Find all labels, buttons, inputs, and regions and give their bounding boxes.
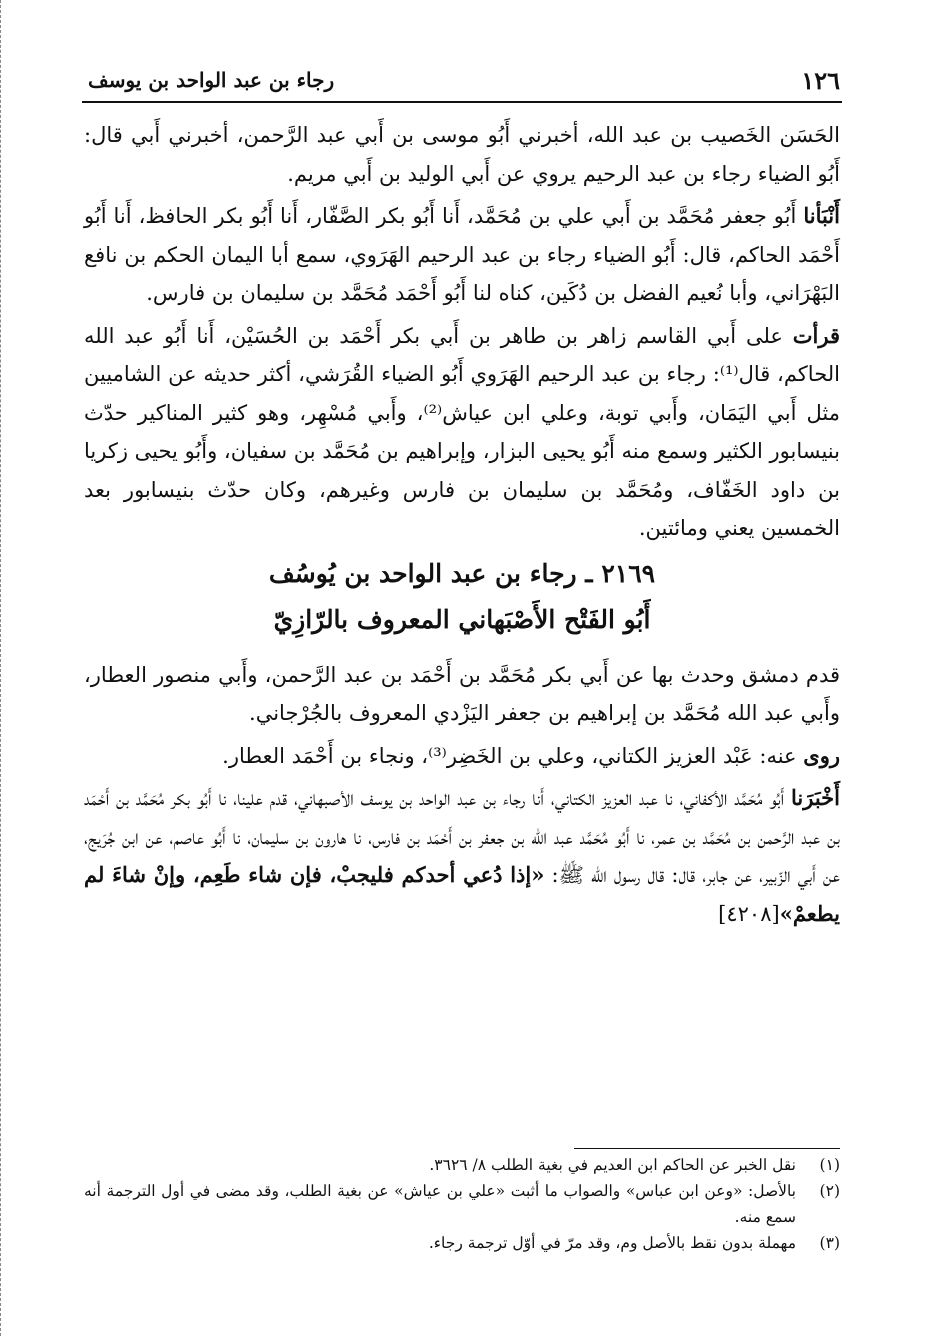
paragraph-2 [84, 193, 840, 313]
paragraph-5-lead: روى [803, 742, 840, 768]
paragraph-3 [84, 313, 840, 548]
paragraph-6-lead: أَخْبَرَنا [791, 785, 840, 810]
footnote-2 [84, 1178, 840, 1230]
paragraph-2-text: أَبُو جعفر مُحَمَّد بن أَبي علي بن مُحَمَّد، أَنا أَبُو بكر الصَّفّار، أَنا أَبُو بكر الحافظ، أَنا أَبُو أَحْمَد الحاكم، قال: أَبُو الضياء رجاء بن عبد الرحيم الهَرَوي، سمع أبا اليمان الحكم بن نافع البَهْرَاني، وأبا نُعيم الفضل بن دُكَين، كناه لنا أَبُو أَحْمَد مُحَمَّد بن سليمان بن فارس. [84, 204, 840, 305]
paragraph-5 [84, 733, 840, 776]
paragraph-5-text: عنه: عَبْد العزيز الكتاني، وعلي بن الخَضِر⁽³⁾، ونجاء بن أَحْمَد العطار. [222, 743, 804, 768]
paragraph-6-text: أَبُو مُحَمَّد الأكفاني، نا عبد العزيز الكتاني، أَنا رجاء بن عبد الواحد بن يوسف الأصبهاني، قدم علينا، نا أَبُو بكر مُحَمَّد بن أَحْمَد بن عبد الرَّحمن بن مُحَمَّد بن عمر، نا أَبُو مُحَمَّد عبد الله بن جعفر بن أَحْمَد بن فارس، نا هارون بن سليمان، نا أَبُو عاصم، عن ابن جُرَيج، عن أَبي الزّبير، عن جابر، قال: قال رسول الله ﷺ: [84, 786, 840, 887]
paragraph-2-lead: أَنْبَأنا [803, 203, 840, 228]
footnote-separator [574, 1148, 840, 1149]
page-scan-edge [0, 0, 7, 1336]
paragraph-3-text: على أَبي القاسم زاهر بن طاهر بن أَبي بكر أَحْمَد بن الحُسَيْن، أَنا أَبُو عبد الله الحاكم، قال⁽¹⁾: رجاء بن عبد الرحيم الهَرَوي أَبُو الضياء القُرَشي، أكثر حديثه عن الشاميين مثل أَبي اليَمَان، وأَبي توبة، وعلي ابن عياش⁽²⁾، وأَبي مُسْهِر، وهو كثير المناكير حدّث بنيسابور الكثير وسمع منه أَبُو يحيى البزار، وإبراهيم بن مُحَمَّد بن سفيان، وأَبُو يحيى زكريا بن داود الخَفّاف، ومُحَمَّد بن سليمان بن فارس وغيرهم، وكان حدّث بنيسابور بعد الخمسين يعني ومائتين. [84, 323, 840, 540]
footnote-number: (١) [819, 1156, 840, 1174]
footnotes [84, 1152, 840, 1256]
hadith-reference: [٤٢٠٨] [718, 901, 780, 926]
footnote-number: (٣) [819, 1234, 840, 1252]
entry-subheading: أَبُو الفَتْح الأَصْبَهاني المعروف بالرّازِيّ [273, 604, 651, 634]
paragraph-4: قدم دمشق وحدث بها عن أَبي بكر مُحَمَّد بن أَحْمَد بن عبد الرَّحمن، وأَبي منصور العطار، وأَبي عبد الله مُحَمَّد بن إبراهيم بن جعفر اليَزْدي المعروف بالجُرْجاني. [84, 662, 840, 725]
running-title: رجاء بن عبد الواحد بن يوسف [88, 68, 335, 92]
footnote-1 [84, 1152, 840, 1178]
entry-heading: ٢١٦٩ ـ رجاء بن عبد الواحد بن يُوسُف [268, 558, 656, 588]
page-header [88, 60, 840, 100]
footnote-text: بالأصل: «وعن ابن عباس» والصواب ما أثبت «علي بن عياش» عن بغية الطلب، وقد مضى في أول الترجمة أنه سمع منه. [84, 1182, 796, 1226]
paragraph-6 [84, 775, 840, 933]
paragraph-1: الحَسَن الخَصيب بن عبد الله، أخبرني أَبُو موسى بن أَبي عبد الرَّحمن، أخبرني أَبي قال: أَبُو الضياء رجاء بن عبد الرحيم يروي عن أَبي الوليد بن أَبي مريم. [84, 123, 840, 186]
paragraph-3-lead: قرأت [792, 322, 840, 348]
footnote-text: نقل الخبر عن الحاكم ابن العديم في بغية الطلب ٨/ ٣٦٢٦. [429, 1156, 796, 1174]
footnote-text: مهملة بدون نقط بالأصل وم، وقد مرّ في أوّل ترجمة رجاء. [428, 1234, 796, 1252]
header-rule [82, 101, 842, 103]
footnote-number: (٢) [819, 1182, 840, 1200]
main-text [84, 112, 840, 933]
page-number: ١٢٦ [801, 66, 840, 95]
hadith-text: «إذا دُعي أحدكم فليجبْ، فإن شاء طَعِم، وإنْ شاءَ لم يطعمْ» [84, 862, 840, 926]
footnote-3 [84, 1230, 840, 1256]
